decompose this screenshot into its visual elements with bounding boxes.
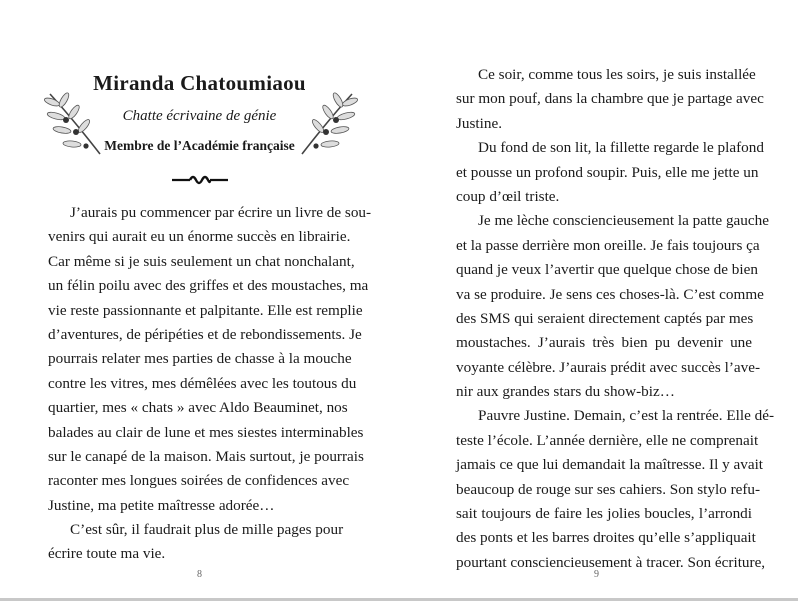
text-line: Du fond de son lit, la fillette regarde le plafond [478,139,764,157]
text-line: écrire toute ma vie. [48,545,166,563]
text-line: Justine, ma petite maîtresse adorée… [48,496,275,514]
page-number: 9 [594,569,599,580]
paragraph [48,201,372,518]
text-line: coup d’œil triste. [456,187,560,205]
left-page [0,0,399,598]
text-line: sur mon pouf, dans la chambre que je partage avec [456,90,764,108]
text-line: et la passe derrière mon oreille. Je fais toujours ça [456,236,760,254]
text-line: jamais ce que lui demandait la maîtresse. Il y avait [456,456,764,474]
left-page-body [48,201,372,567]
paragraph [456,63,764,136]
text-line: et pousse un profond soupir. Puis, elle me jette un [456,163,759,181]
text-line: des SMS qui seraient directement captés par mes [456,309,754,327]
text-line: contre les vitres, mes démêlées avec les toutous du [48,374,357,392]
laurel-branch-right-icon [298,88,360,158]
paragraph [456,404,775,575]
text-line: Ce soir, comme tous les soirs, je suis installée [478,66,756,83]
right-page [399,0,798,598]
text-line: vie reste passionnante et palpitante. Elle est remplie [48,301,363,319]
right-page-body [456,63,775,575]
text-line: Pauvre Justine. Demain, c’est la rentrée. Elle dé- [478,407,775,425]
text-line: sait toujours de faire les jolies boucles, l’arrondi [456,505,752,523]
text-line: venirs qui aurait eu un énorme succès en librairie. [48,228,351,246]
text-line: va se produire. Je sens ces choses-là. C’est comme [456,285,764,303]
text-line: pourrais relater mes parties de chasse à la mouche [48,350,352,368]
text-line: quartier, mes « chats » avec Aldo Beauminet, nos [48,399,348,417]
text-line: balades au clair de lune et mes siestes interminables [48,423,364,441]
text-line: Justine. [456,114,502,132]
page-number: 8 [197,569,202,580]
text-line: Car même si je suis seulement un chat nonchalant, [48,252,355,270]
ornament-divider-icon [172,173,228,187]
text-line: C’est sûr, il faudrait plus de mille pages pour [70,521,344,539]
text-line: pourtant consciencieusement à tracer. Son écriture, [456,553,766,571]
text-line: beaucoup de rouge sur ses cahiers. Son stylo refu- [456,480,761,498]
text-line: sur le canapé de la maison. Mais surtout, je pourrais [48,447,364,465]
text-line: des ponts et les barres droites qu’elle s’appliquait [456,529,756,547]
author-title: Miranda Chatoumiaou [93,71,306,95]
paragraph [48,518,343,567]
paragraph [456,209,769,404]
text-line: Je me lèche consciencieusement la patte gauche [478,212,769,230]
text-line: teste l’école. L’année dernière, elle ne comprenait [456,431,759,449]
text-line: nir aux grandes stars du show-biz… [456,383,675,401]
text-line: quand je veux l’avertir que quelque chose de bien [456,261,758,279]
text-line: raconter mes longues soirées de confidences avec [48,472,350,490]
author-membership: Membre de l’Académie française [104,138,295,153]
paragraph [456,136,764,209]
laurel-branch-left-icon [42,88,104,158]
text-line: voyante célèbre. J’aurais prédit avec succès l’ave- [456,358,761,376]
text-line: J’aurais pu commencer par écrire un livre de sou- [70,204,372,221]
text-line: un félin poilu avec des griffes et des moustaches, ma [48,277,369,295]
author-subtitle: Chatte écrivaine de génie [122,108,277,124]
text-line: moustaches. J’aurais très bien pu devenir une [456,334,752,352]
text-line: d’aventures, de péripéties et de rebondissements. Je [48,325,362,343]
